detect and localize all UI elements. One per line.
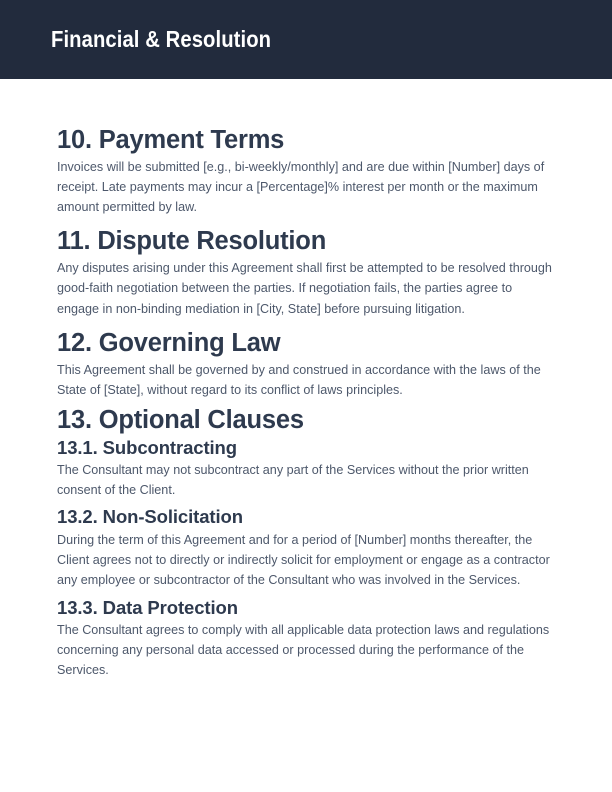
section-body-12: This Agreement shall be governed by and construed in accordance with the laws of the State of [State], without regard to its conflict of laws principles. [57,362,541,397]
subsection-non-solicitation [57,506,553,590]
page-header-band [0,0,612,79]
section-heading-13: 13. Optional Clauses [57,406,304,435]
section-dispute-resolution [57,227,553,318]
section-body-10: Invoices will be submitted [e.g., bi-weekly/monthly] and are due within [Number] days of receipt. Late payments may incur a [Percentage]% interest per month or the maximum amount permitted by law. [57,159,545,215]
subsection-data-protection [57,597,553,681]
section-governing-law [57,329,553,400]
subsection-heading-13-2: 13.2. Non-Solicitation [57,506,243,528]
subsection-subcontracting [57,437,553,501]
subsection-heading-13-3: 13.3. Data Protection [57,596,238,618]
section-body-11: Any disputes arising under this Agreement shall first be attempted to be resolved through good-faith negotiation between the parties. If negotiation fails, the parties agree to engage in non-binding mediation in [City, State] before pursuing litigation. [57,261,552,316]
content-top-spacer [57,79,553,126]
subsection-body-13-2: During the term of this Agreement and for a period of [Number] months thereafter, the Client agrees not to directly or indirectly solicit for employment or engage as a contractor any employee or subcontractor of the Consultant who was involved in the Services. [57,532,550,588]
subsection-heading-13-1: 13.1. Subcontracting [57,436,237,458]
section-optional-clauses [57,406,553,681]
subsection-body-13-3: The Consultant agrees to comply with all applicable data protection laws and regulations concerning any personal data accessed or processed during the performance of the Services. [57,622,550,678]
section-heading-11: 11. Dispute Resolution [57,227,327,256]
page-title: Financial & Resolution [51,26,272,52]
subsection-body-13-1: The Consultant may not subcontract any part of the Services without the prior written consent of the Client. [57,462,529,498]
section-heading-10: 10. Payment Terms [57,126,285,154]
section-payment-terms [57,126,553,217]
section-heading-12: 12. Governing Law [57,328,281,357]
document-content [57,79,553,691]
